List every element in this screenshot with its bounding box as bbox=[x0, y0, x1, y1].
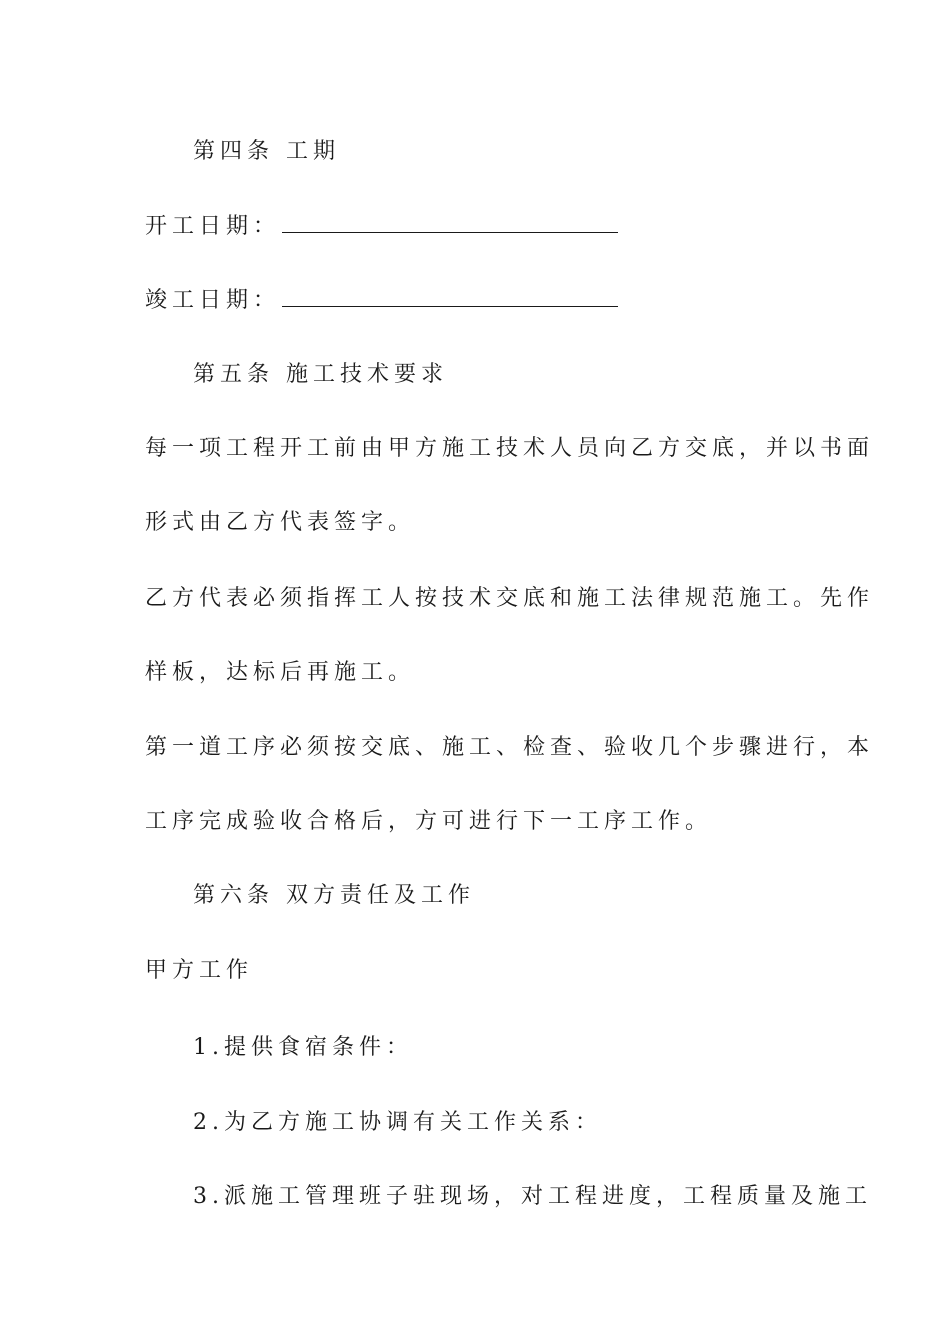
start-date-blank bbox=[282, 212, 618, 233]
paragraph-line: 工序完成验收合格后，方可进行下一工序工作。 bbox=[145, 809, 713, 834]
article-6-heading: 第六条 双方责任及工作 bbox=[193, 883, 475, 908]
paragraph-line: 第一道工序必须按交底、施工、检查、验收几个步骤进行，本 bbox=[145, 735, 875, 760]
start-date-label: 开工日期： bbox=[145, 214, 281, 239]
paragraph-line: 乙方代表必须指挥工人按技术交底和施工法律规范施工。先作 bbox=[145, 586, 875, 611]
completion-date-blank bbox=[282, 286, 618, 307]
paragraph-line: 每一项工程开工前由甲方施工技术人员向乙方交底，并以书面 bbox=[145, 436, 875, 461]
paragraph-line: 样板，达标后再施工。 bbox=[145, 660, 416, 685]
list-item: 1.提供食宿条件： bbox=[193, 1035, 413, 1060]
completion-date-row bbox=[145, 286, 618, 316]
completion-date-label: 竣工日期： bbox=[145, 288, 281, 313]
article-5-heading: 第五条 施工技术要求 bbox=[193, 362, 448, 387]
list-item: 3.派施工管理班子驻现场，对工程进度，工程质量及施工 bbox=[193, 1184, 872, 1209]
list-item: 2.为乙方施工协调有关工作关系： bbox=[193, 1110, 602, 1135]
article-4-heading: 第四条 工期 bbox=[193, 139, 340, 164]
start-date-row bbox=[145, 212, 618, 242]
paragraph-line: 形式由乙方代表签字。 bbox=[145, 510, 416, 535]
party-a-section-title: 甲方工作 bbox=[145, 958, 254, 983]
